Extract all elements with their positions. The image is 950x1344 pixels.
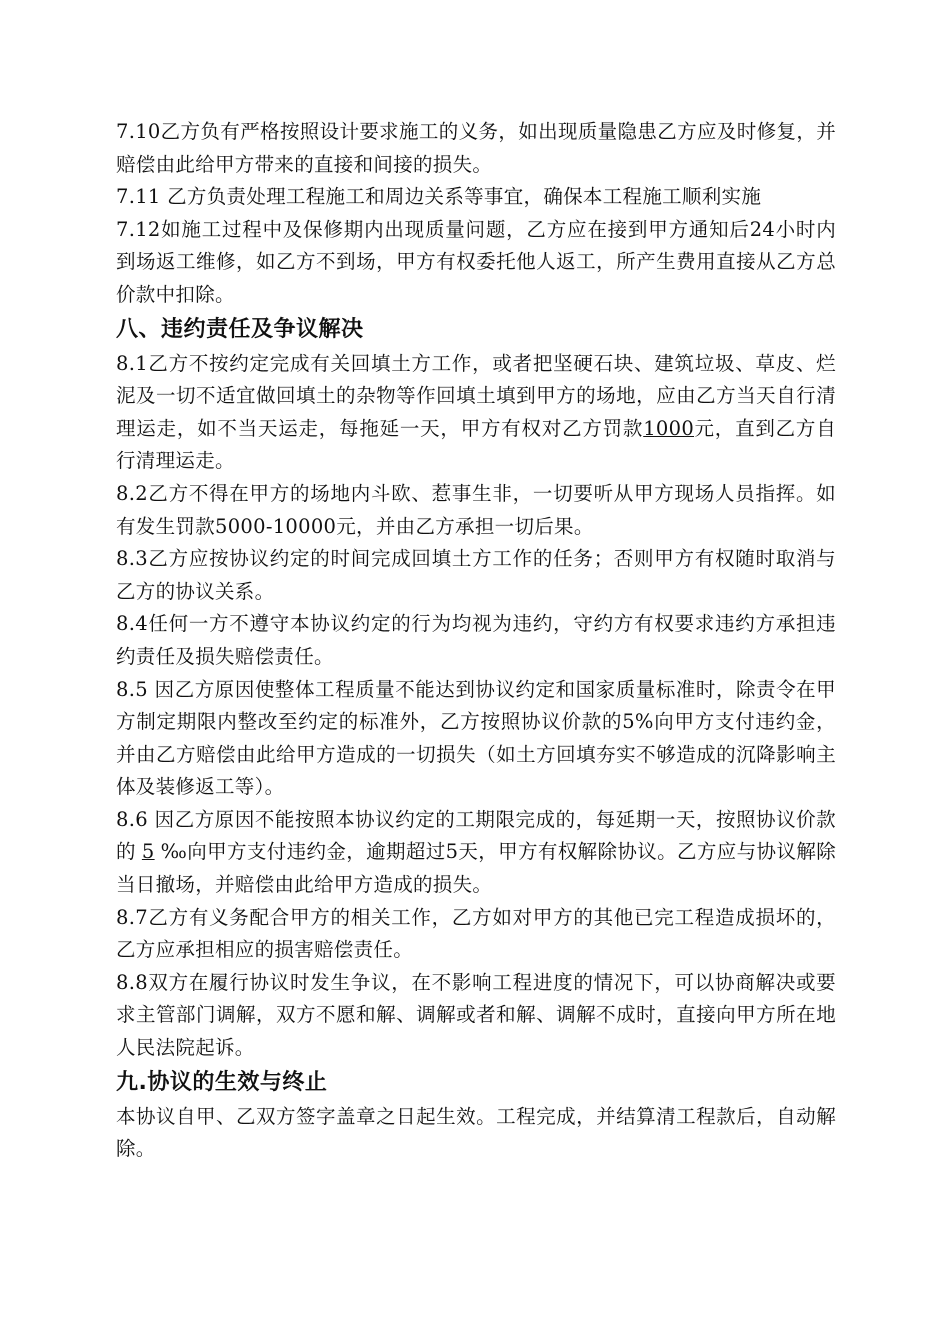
- clause-8-8: 8.8双方在履行协议时发生争议，在不影响工程进度的情况下，可以协商解决或要求主管部门调解，双方不愿和解、调解或者和解、调解不成时，直接向甲方所在地人民法院起诉。: [116, 970, 836, 1060]
- clause-8-6-text-end: ‰向甲方支付违约金，逾期超过5天，甲方有权解除协议。乙方应与协议解除当日撤场，并赔偿由此给甲方造成的损失。: [116, 840, 836, 897]
- document-body: [116, 116, 836, 1166]
- clause-8-1-text: 8.1乙方不按约定完成有关回填土方工作，或者把坚硬石块、建筑垃圾、草皮、烂泥及一切不适宜做回填土的杂物等作回填土填到甲方的场地，应由乙方当天自行清理运走，如不当天运走，每拖延一天，甲方有权对乙方罚款: [116, 351, 836, 440]
- clause-9-effect: 本协议自甲、乙双方签字盖章之日起生效。工程完成，并结算清工程款后，自动解除。: [116, 1104, 836, 1161]
- clause-8-3: 8.3乙方应按协议约定的时间完成回填土方工作的任务；否则甲方有权随时取消与乙方的协议关系。: [116, 547, 836, 603]
- clause-8-2: 8.2乙方不得在甲方的场地内斗欧、惹事生非，一切要听从甲方现场人员指挥。如有发生罚款5000-10000元，并由乙方承担一切后果。: [116, 481, 836, 538]
- section-heading-9: 九.协议的生效与终止: [116, 1069, 328, 1095]
- clause-8-1: [116, 348, 836, 478]
- clause-8-1-text-end: 元，直到乙方自行清理运走。: [116, 416, 836, 473]
- clause-8-5: 8.5 因乙方原因使整体工程质量不能达到协议约定和国家质量标准时，除责令在甲方制定期限内整改至约定的标准外，乙方按照协议价款的5%向甲方支付违约金，并由乙方赔偿由此给甲方造成的一切损失（如土方回填夯实不够造成的沉降影响主体及装修返工等）。: [116, 677, 836, 799]
- clause-8-4: 8.4任何一方不遵守本协议约定的行为均视为违约，守约方有权要求违约方承担违约责任及损失赔偿责任。: [116, 612, 836, 668]
- clause-7-11: 7.11 乙方负责处理工程施工和周边关系等事宜，确保本工程施工顺利实施: [116, 185, 762, 209]
- section-heading-8: 八、违约责任及争议解决: [116, 316, 364, 342]
- clause-8-6: [116, 804, 836, 902]
- delay-rate-blank: 5: [141, 840, 155, 864]
- clause-7-12: 7.12如施工过程中及保修期内出现质量问题，乙方应在接到甲方通知后24小时内到场返工维修，如乙方不到场，甲方有权委托他人返工，所产生费用直接从乙方总价款中扣除。: [116, 217, 836, 306]
- penalty-amount: 1000: [643, 416, 695, 440]
- clause-8-6-text: 8.6 因乙方原因不能按照本协议约定的工期限完成的，每延期一天，按照协议价款的: [116, 807, 836, 864]
- clause-7-10: 7.10乙方负有严格按照设计要求施工的义务，如出现质量隐患乙方应及时修复，并赔偿由此给甲方带来的直接和间接的损失。: [116, 120, 836, 176]
- clause-8-7: 8.7乙方有义务配合甲方的相关工作，乙方如对甲方的其他已完工程造成损坏的，乙方应承担相应的损害赔偿责任。: [116, 905, 836, 962]
